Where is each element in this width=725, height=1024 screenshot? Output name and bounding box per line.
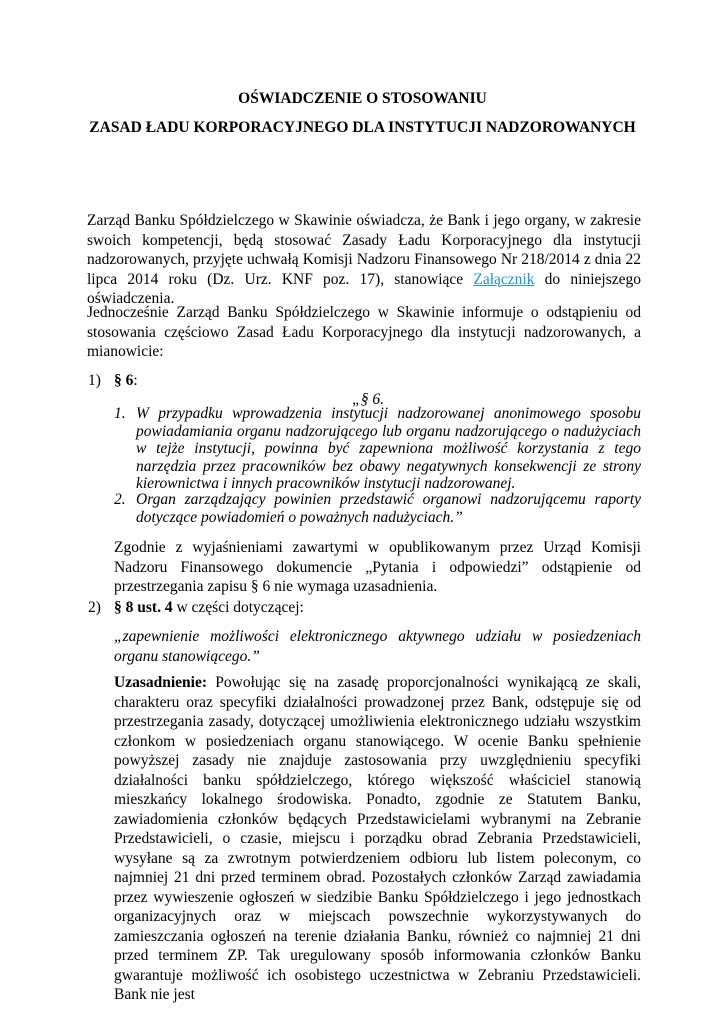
- intro-text-after: do niniejszego oświadczenia.: [87, 270, 641, 307]
- item1-explanation: Zgodnie z wyjaśnieniami zawartymi w opublikowanym przez Urząd Komisji Nadzoru Finansowego dokumencie „Pytania i odpowiedzi” odstąpienie od przestrzegania zapisu § 6 nie wymaga uzasadnienia.: [114, 539, 641, 595]
- justification-text: Powołując się na zasadę proporcjonalności wynikającą ze skali, charakteru oraz specyfiki działalności prowadzonej przez Bank, odstępuje się od przestrzegania zasady, dotyczącej umożliwienia elektronicznego udziału wszystkim członkom w posiedzeniach organu stanowiącego. W ocenie Banku spełnienie powyższej zasady nie znajduje zastosowania przy uwzględnieniu specyfiki działalności banku spółdzielczego, którego większość właściciel stanowią mieszkańcy lokalnego środowiska. Ponadto, zgodnie ze Statutem Banku, zawiadomienia członków będących Przedstawicielami wybranymi na Zebranie Przedstawicieli, o czasie, miejscu i porządku obrad Zebrania Przedstawicieli, wysyłane są za zwrotnym potwierdzeniem odbioru lub listem poleconym, co najmniej 21 dni przed terminem obrad. Pozostałych członków Zarząd zawiadamia przez wywieszenie ogłoszeń w siedzibie Banku Spółdzielczego i jego jednostkach organizacyjnych oraz w miejscach powszechnie wykorzystywanych do zamieszczania ogłoszeń na terenie działania Banku, również co najmniej 21 dni przed terminem ZP. Tak uregulowany sposób informowania członków Banku gwarantuje możliwość ich osobistego uczestnictwa w Zebraniu Przedstawicieli. Bank nie jest: [114, 674, 641, 1003]
- item1-quote-head: „§ 6.: [352, 391, 384, 408]
- item2-quote: „zapewnienie możliwości elektronicznego aktywnego udziału w posiedzeniach organu stanowiącego.”: [114, 628, 641, 665]
- item1-quote-item: [114, 491, 641, 526]
- item1-heading: [114, 371, 641, 391]
- item2-heading-bold: § 8 ust. 4: [114, 599, 173, 616]
- document-title-line2: ZASAD ŁADU KORPORACYJNEGO DLA INSTYTUCJI NADZOROWANYCH: [89, 119, 636, 136]
- justification-label: Uzasadnienie:: [114, 674, 207, 691]
- item2-heading: [114, 598, 641, 618]
- quote-item-number: 1.: [114, 405, 126, 422]
- quote-item-text: W przypadku wprowadzenia instytucji nadzorowanej anonimowego sposobu powiadamiania organu nadzorującego lub organu nadzorującego o nadużyciach w tejże instytucji, powinna być zapewniona możliwość korzystania z tego narzędzia przez pracowników bez obawy negatywnych konsekwencji ze strony kierownictwa i innych pracowników instytucji nadzorowanej.: [136, 405, 641, 492]
- intro-paragraph: [87, 211, 641, 309]
- deviation-paragraph: Jednocześnie Zarząd Banku Spółdzielczego w Skawinie informuje o odstąpieniu od stosowania częściowo Zasad Ładu Korporacyjnego dla instytucji nadzorowanych, a mianowicie:: [87, 304, 641, 360]
- item2-heading-suffix: w części dotyczącej:: [172, 599, 304, 616]
- item1-heading-bold: § 6: [114, 372, 134, 389]
- quote-item-number: 2.: [114, 491, 126, 508]
- item2-justification: [114, 673, 641, 1005]
- item2-number: 2): [88, 599, 101, 616]
- quote-item-text: Organ zarządzający powinien przedstawić organowi nadzorującemu raporty dotyczące powiadomień o poważnych nadużyciach.”: [136, 491, 641, 526]
- item1-number: 1): [88, 372, 101, 389]
- document-title-line1: OŚWIADCZENIE O STOSOWANIU: [238, 90, 487, 107]
- intro-text-before: Zarząd Banku Spółdzielczego w Skawinie oświadcza, że Bank i jego organy, w zakresie swoich kompetencji, będą stosować Zasady Ładu Korporacyjnego dla instytucji nadzorowanych, przyjęte uchwałą Komisji Nadzoru Finansowego Nr 218/2014 z dnia 22 lipca 2014 roku (Dz. Urz. KNF poz. 17), stanowiące: [87, 212, 641, 288]
- item1-quote-item: [114, 405, 641, 493]
- item1-heading-suffix: :: [133, 372, 138, 389]
- attachment-link[interactable]: Załącznik: [473, 270, 535, 288]
